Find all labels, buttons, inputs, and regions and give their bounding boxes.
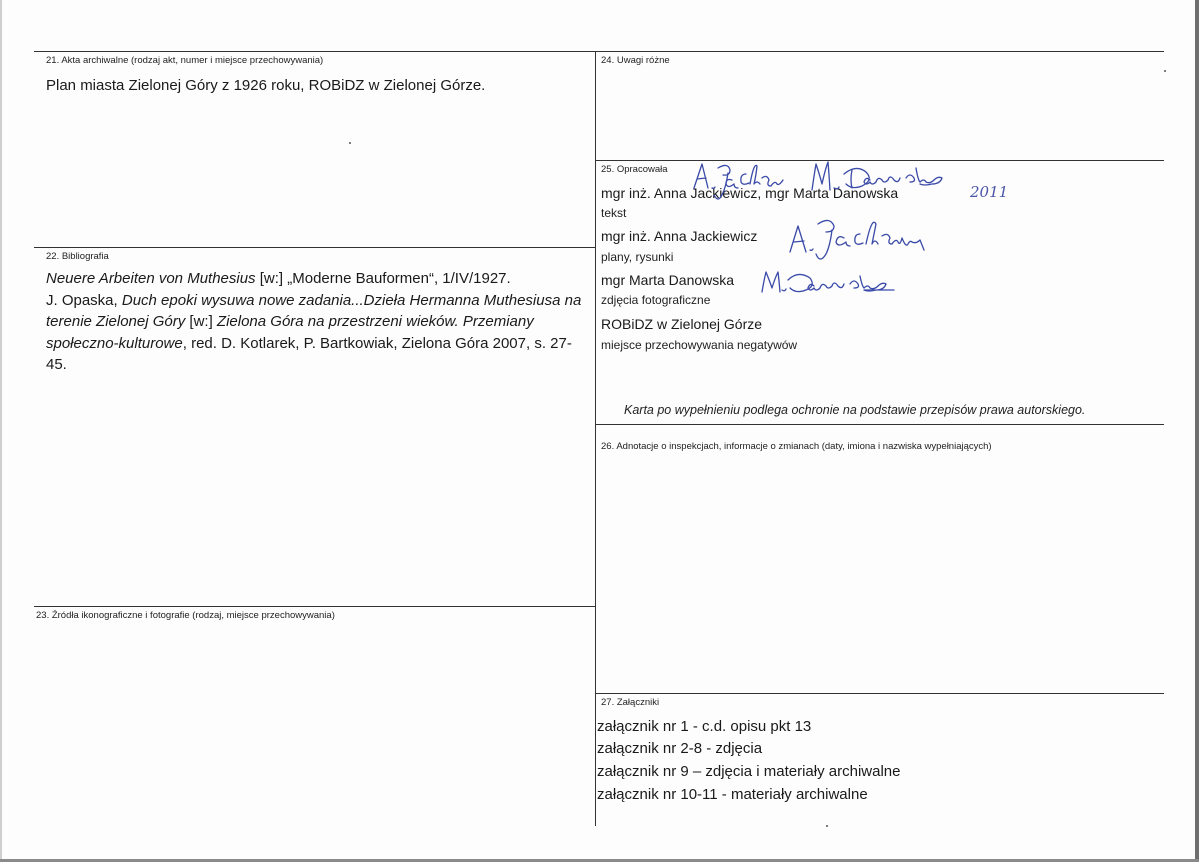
scan-speck — [826, 825, 828, 827]
scan-speck — [1164, 70, 1166, 72]
rule-section-23 — [34, 606, 596, 607]
authors-text: mgr inż. Anna Jackiewicz, mgr Marta Danowska — [601, 185, 899, 201]
handwritten-year: 2011 — [970, 183, 1009, 201]
attachment-item: załącznik nr 10-11 - materiały archiwalne — [597, 786, 868, 803]
bibliography-entry-2: J. Opaska, Duch epoki wysuwa nowe zadania...Dzieła Hermanna Muthesiusa na terenie Zielonej Góry [w:] Zielona Góra na przestrzeni wieków. Przemiany społeczno-kulturowe, red. D. Kotlarek, P. Bartkowiak, Zielona Góra 2007, s. 27-45. — [46, 291, 582, 373]
rule-top-left — [34, 51, 596, 52]
signature-jackiewicz-top — [690, 160, 800, 218]
bibliography-entry-1: Neuere Arbeiten von Muthesius [w:] „Moderne Bauformen“, 1/IV/1927. — [46, 270, 511, 287]
rule-section-27 — [595, 693, 1164, 694]
signature-danowska-photos — [758, 266, 918, 300]
section-25-label: 25. Opracowała — [601, 164, 668, 175]
plans-role: plany, rysunki — [601, 250, 674, 264]
rule-top-right — [595, 51, 1164, 52]
attachment-item: załącznik nr 9 – zdjęcia i materiały archiwalne — [597, 763, 901, 780]
scan-edge-left — [0, 0, 2, 862]
section-24-label: 24. Uwagi różne — [601, 55, 670, 66]
authors-role: tekst — [601, 206, 627, 220]
section-22-label: 22. Bibliografia — [46, 251, 109, 262]
rule-section-22 — [34, 247, 596, 248]
scan-edge-right — [1195, 0, 1199, 862]
section-21-text: Plan miasta Zielonej Góry z 1926 roku, ROBiDZ w Zielonej Górze. — [46, 77, 486, 94]
section-27-label: 27. Załączniki — [601, 697, 660, 708]
photos-author: mgr Marta Danowska — [601, 272, 735, 288]
section-21-label: 21. Akta archiwalne (rodzaj akt, numer i miejsce przechowywania) — [46, 55, 324, 66]
rule-section-26 — [595, 424, 1164, 425]
signature-jackiewicz-plans — [786, 212, 946, 268]
copyright-notice: Karta po wypełnieniu podlega ochronie na podstawie przepisów prawa autorskiego. — [624, 403, 1086, 417]
section-26-label: 26. Adnotacje o inspekcjach, informacje o zmianach (daty, imiona i nazwiska wypełniających) — [601, 441, 992, 452]
photos-role: zdjęcia fotograficzne — [601, 293, 711, 307]
scan-speck — [349, 142, 351, 144]
negatives-place: ROBiDZ w Zielonej Górze — [601, 316, 763, 332]
attachment-item: załącznik nr 1 - c.d. opisu pkt 13 — [597, 718, 812, 735]
plans-author: mgr inż. Anna Jackiewicz — [601, 228, 758, 244]
section-23-label: 23. Źródła ikonograficzne i fotografie (rodzaj, miejsce przechowywania) — [36, 610, 335, 621]
attachment-item: załącznik nr 2-8 - zdjęcia — [597, 740, 763, 757]
rule-center — [595, 51, 596, 826]
signature-danowska-top — [808, 160, 958, 200]
bibliography — [46, 268, 586, 376]
negatives-role: miejsce przechowywania negatywów — [601, 338, 798, 352]
